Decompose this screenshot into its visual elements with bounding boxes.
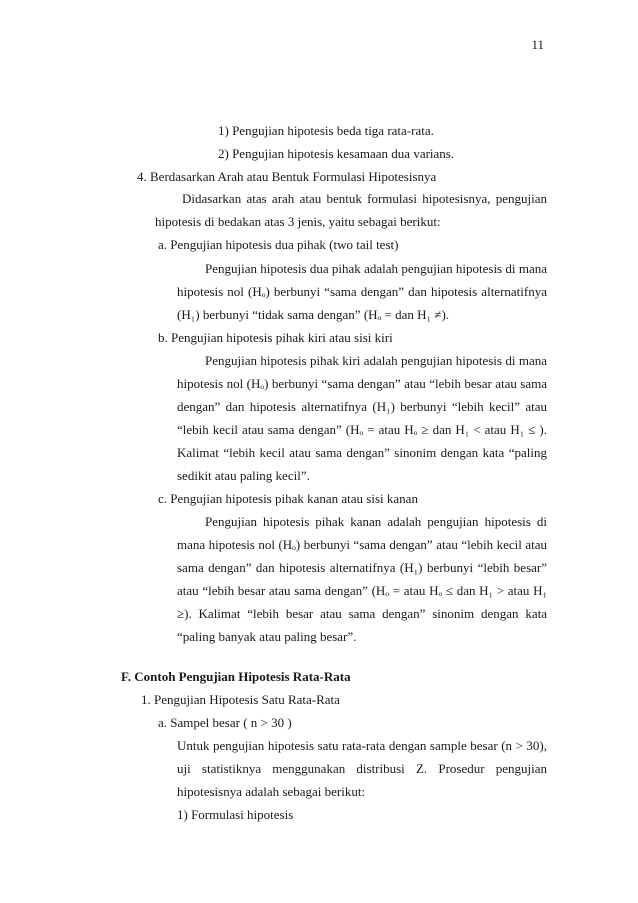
item-a-heading: a. Sampel besar ( n > 30 ) bbox=[158, 715, 292, 730]
paragraph-line: atau “lebih besar atau sama dengan” (Hₒ = atau Hₒ ≤ dan H₁ > atau H₁ bbox=[177, 583, 547, 598]
list-item-1: 1) Pengujian hipotesis beda tiga rata-rata. bbox=[218, 123, 434, 138]
paragraph-line: Pengujian hipotesis dua pihak adalah pengujian hipotesis di mana bbox=[205, 261, 547, 276]
paragraph-line: sama dengan” dan hipotesis alternatifnya (H₁) berbunyi “lebih besar” bbox=[177, 560, 547, 575]
paragraph-line: Kalimat “lebih kecil atau sama dengan” sinonim dengan kata “paling bbox=[177, 445, 547, 460]
page-number: 11 bbox=[531, 37, 544, 52]
paragraph-line: “paling banyak atau paling besar”. bbox=[177, 629, 357, 644]
item-c-heading: c. Pengujian hipotesis pihak kanan atau sisi kanan bbox=[158, 491, 418, 506]
paragraph-line: hipotesis nol (Hₒ) berbunyi “sama dengan” atau “lebih besar atau sama bbox=[177, 376, 547, 391]
paragraph-line: mana hipotesis nol (Hₒ) berbunyi “sama dengan” atau “lebih kecil atau bbox=[177, 537, 547, 552]
paragraph-line: hipotesis di bedakan atas 3 jenis, yaitu sebagai berikut: bbox=[155, 214, 441, 229]
list-item-2: 2) Pengujian hipotesis kesamaan dua varians. bbox=[218, 146, 455, 161]
paragraph-line: Untuk pengujian hipotesis satu rata-rata dengan sample besar (n > 30), bbox=[177, 738, 547, 753]
paragraph-line: Pengujian hipotesis pihak kanan adalah pengujian hipotesis di bbox=[205, 514, 547, 529]
item-a-heading: a. Pengujian hipotesis dua pihak (two tail test) bbox=[158, 237, 399, 252]
paragraph-line: Pengujian hipotesis pihak kiri adalah pengujian hipotesis di mana bbox=[205, 353, 547, 368]
paragraph-line: dengan” dan hipotesis alternatifnya (H₁) berbunyi “lebih kecil” atau bbox=[177, 399, 547, 414]
paragraph-line: “lebih kecil atau sama dengan” (Hₒ = atau Hₒ ≥ dan H₁ < atau H₁ ≤ ). bbox=[177, 422, 547, 437]
subsection-heading: 1. Pengujian Hipotesis Satu Rata-Rata bbox=[141, 692, 340, 707]
section-4-heading: 4. Berdasarkan Arah atau Bentuk Formulasi Hipotesisnya bbox=[137, 169, 437, 184]
paragraph-line: ≥). Kalimat “lebih besar atau sama dengan” sinonim dengan kata bbox=[177, 606, 547, 621]
paragraph-line: Didasarkan atas arah atau bentuk formulasi hipotesisnya, pengujian bbox=[182, 191, 547, 206]
item-b-heading: b. Pengujian hipotesis pihak kiri atau sisi kiri bbox=[158, 330, 393, 345]
paragraph-line: hipotesis nol (Hₒ) berbunyi “sama dengan” dan hipotesis alternatifnya bbox=[177, 284, 547, 299]
paragraph-line: sedikit atau paling kecil”. bbox=[177, 468, 310, 483]
section-f-heading: F. Contoh Pengujian Hipotesis Rata-Rata bbox=[121, 669, 351, 684]
list-item-formulasi: 1) Formulasi hipotesis bbox=[177, 807, 294, 822]
paragraph-line: (H₁) berbunyi “tidak sama dengan” (Hₒ = dan H₁ ≠). bbox=[177, 307, 450, 322]
paragraph-line: hipotesisnya adalah sebagai berikut: bbox=[177, 784, 366, 799]
paragraph-line: uji statistiknya menggunakan distribusi Z. Prosedur pengujian bbox=[177, 761, 547, 776]
